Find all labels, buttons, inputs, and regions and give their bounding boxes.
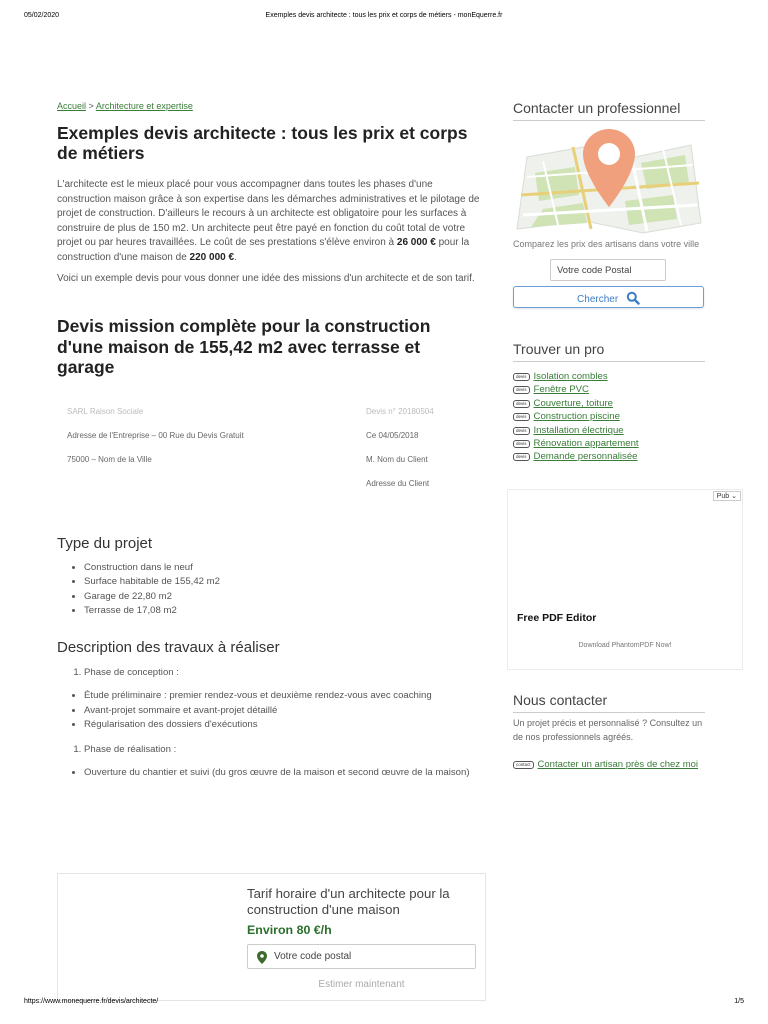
contact-artisan-link[interactable]: Contacter un artisan près de chez moi: [537, 759, 699, 771]
pro-links-list: [513, 370, 705, 464]
phase-conception-tasks: [84, 689, 481, 733]
devis-tag: devis: [513, 440, 530, 448]
phase-realisation-tasks: [84, 766, 481, 781]
breadcrumb-category-link[interactable]: Architecture et expertise: [95, 101, 193, 111]
intro-text-2: pour la construction d'une maison de: [57, 237, 470, 263]
print-url: https://www.monequerre.fr/devis/architecte/: [24, 998, 159, 1005]
devis-city: 75000 – Nom de la Ville: [67, 454, 152, 464]
devis-tag: devis: [513, 386, 530, 394]
list-item: • Surface habitable de 155,42 m2: [84, 575, 481, 590]
list-item: [513, 424, 705, 437]
breadcrumb-separator: >: [88, 101, 94, 111]
description-heading: Description des travaux à réaliser: [57, 639, 280, 657]
list-item: • Garage de 22,80 m2: [84, 590, 481, 605]
list-item: • Avant-projet sommaire et avant-projet détaillé: [84, 704, 481, 719]
page-title: Exemples devis architecte : tous les prix et corps de métiers: [57, 123, 468, 163]
tarif-price: Environ 80 €/h: [247, 923, 332, 937]
compare-text: Comparez les prix des artisans dans votre ville: [513, 239, 700, 249]
contact-heading: Nous contacter: [513, 692, 705, 713]
devis-number: Devis n° 20180504: [366, 406, 434, 416]
pro-link-electrique[interactable]: Installation électrique: [533, 424, 624, 436]
list-item: • Construction dans le neuf: [84, 561, 481, 576]
pro-link-demande[interactable]: Demande personnalisée: [533, 451, 638, 463]
breadcrumb: [57, 101, 481, 111]
intro-amount-house: 220 000 €: [189, 251, 235, 263]
type-projet-heading: Type du projet: [57, 534, 153, 552]
devis-tag: devis: [513, 427, 530, 435]
map-pin-illustration: [513, 125, 705, 235]
ad-pub-label[interactable]: [713, 491, 741, 501]
phase-conception: 1. Phase de conception :: [84, 667, 481, 678]
list-item: [513, 383, 705, 396]
list-item: • Terrasse de 17,08 m2: [84, 604, 481, 619]
contact-tag: contact: [513, 761, 534, 769]
tarif-postal-input[interactable]: [247, 944, 476, 969]
list-item: [513, 437, 705, 450]
contact-pro-heading: Contacter un professionnel: [513, 100, 705, 121]
devis-header: [57, 399, 481, 509]
contact-link-row: [513, 758, 705, 771]
devis-address: Adresse de l'Entreprise – 00 Rue du Devis Gratuit: [67, 430, 244, 440]
devis-client-address: Adresse du Client: [366, 478, 430, 488]
type-projet-list: [84, 561, 481, 619]
devis-tag: devis: [513, 453, 530, 461]
contact-section: [513, 692, 705, 771]
tarif-widget: [57, 873, 486, 1001]
ad-title: Free PDF Editor: [517, 612, 597, 624]
devis-tag: devis: [513, 400, 530, 408]
phase-list: [84, 667, 481, 678]
devis-tag: devis: [513, 373, 530, 381]
ad-banner[interactable]: [507, 489, 743, 670]
devis-client-block: [366, 407, 476, 503]
print-footer: [24, 998, 744, 1010]
devis-company-block: [67, 407, 307, 479]
print-date: 05/02/2020: [24, 12, 60, 19]
tarif-title: Tarif horaire d'un architecte pour la construction d'une maison: [247, 886, 450, 917]
devis-tag: devis: [513, 413, 530, 421]
list-item: • Ouverture du chantier et suivi (du gros œuvre de la maison et second œuvre de la maison): [84, 766, 481, 781]
main-content: [57, 101, 481, 780]
search-button-label: Chercher: [577, 294, 619, 305]
ad-subtitle: Download PhantomPDF Now!: [578, 642, 672, 649]
phase-realisation: 1. Phase de réalisation :: [84, 744, 481, 755]
list-item: • Régularisation des dossiers d'exécutions: [84, 718, 481, 733]
pro-link-isolation[interactable]: Isolation combles: [533, 371, 608, 382]
intro-paragraph: [57, 178, 481, 266]
ad-pub-text: Pub: [716, 493, 730, 500]
list-item: • Étude préliminaire : premier rendez-vous et deuxième rendez-vous avec coaching: [84, 689, 481, 704]
contact-text: Un projet précis et personnalisé ? Consultez un de nos professionnels agréés.: [513, 718, 703, 742]
devis-date: Ce 04/05/2018: [366, 430, 419, 440]
devis-company: SARL Raison Sociale: [67, 406, 144, 416]
breadcrumb-home-link[interactable]: Accueil: [57, 101, 87, 111]
postal-code-input[interactable]: Votre code Postal: [550, 259, 666, 281]
search-button[interactable]: [513, 286, 704, 308]
list-item: [513, 370, 705, 383]
pro-link-renovation[interactable]: Rénovation appartement: [533, 437, 639, 449]
devis-client: M. Nom du Client: [366, 454, 428, 464]
map-pin-icon: [257, 951, 267, 964]
pro-link-fenetre[interactable]: Fenêtre PVC: [533, 384, 589, 396]
list-item: [513, 410, 705, 423]
list-item: [513, 397, 705, 410]
list-item: [513, 450, 705, 463]
phase-list: [84, 744, 481, 755]
print-page-number: 1/5: [734, 998, 744, 1005]
search-icon: [626, 291, 640, 305]
intro-text-1: L'architecte est le mieux placé pour vous accompagner dans toutes les phases d'une construction maison grâce à son expertise dans les démarches administratives et le pilotage de projet de construction. D'ailleurs le recours à un architecte est obligatoire pour les surfaces à construire de plus de 150 m2. Un architecte peut être payé en fonction du coût total de votre projet ou par heures travaillées. Le coût de ses prestations s'élève environ à: [57, 179, 480, 249]
intro-amount-architect: 26 000 €: [396, 237, 436, 249]
intro-text-3: .: [234, 251, 237, 263]
mission-title: Devis mission complète pour la construction d'une maison de 155,42 m2 avec terrasse et garage: [57, 316, 431, 378]
sidebar: [513, 100, 705, 464]
tarif-postal-placeholder: Votre code postal: [274, 951, 352, 962]
intro-paragraph-2: Voici un exemple devis pour vous donner une idée des missions d'un architecte et de son tarif.: [57, 272, 475, 284]
find-pro-heading: Trouver un pro: [513, 341, 705, 362]
pro-link-piscine[interactable]: Construction piscine: [533, 411, 620, 423]
print-header: [24, 12, 744, 24]
pro-link-couverture[interactable]: Couverture, toiture: [533, 397, 613, 409]
print-doc-title: Exemples devis architecte : tous les prix et corps de métiers - monEquerre.fr: [265, 12, 503, 19]
estimate-button[interactable]: Estimer maintenant: [318, 979, 405, 990]
chevron-down-icon: ⌄: [731, 493, 737, 500]
